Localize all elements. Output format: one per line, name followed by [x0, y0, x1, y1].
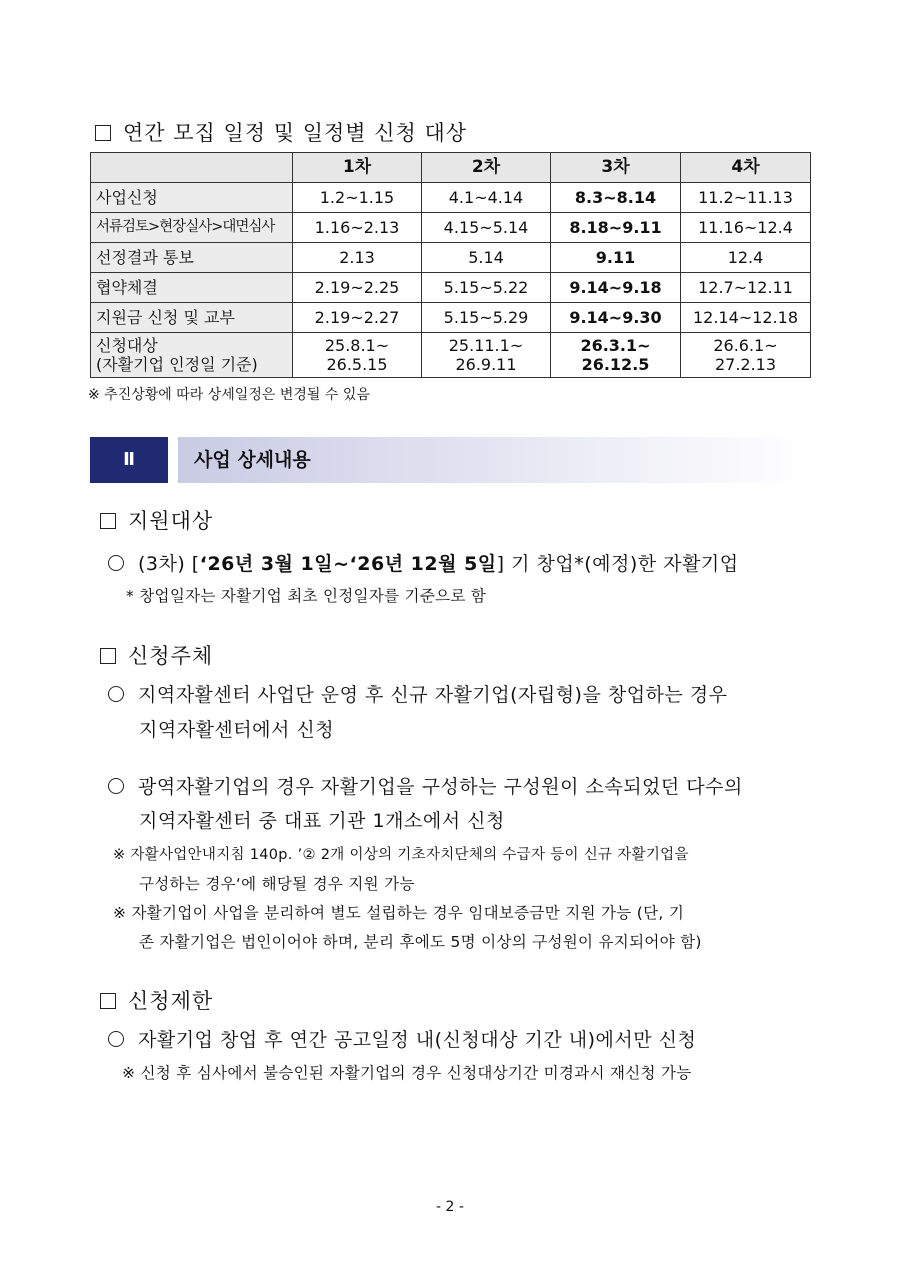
table-cell: 12.4: [681, 243, 811, 273]
checkbox-square-icon: [100, 513, 116, 529]
table-cell: 1.2~1.15: [293, 183, 422, 213]
table-cell: 12.7~12.11: [681, 273, 811, 303]
table-row: [91, 213, 811, 243]
circle-bullet-icon: [108, 555, 124, 571]
applicant-item-1-cont: 지역자활센터에서 신청: [139, 719, 335, 741]
table-header-cell: 1차: [293, 153, 422, 183]
row-label: 사업신청: [91, 183, 293, 213]
table-cell: 2.19~2.27: [293, 303, 422, 333]
table-header-row: [91, 153, 811, 183]
table-cell: 9.14~9.18: [551, 273, 681, 303]
table-header-cell: [91, 153, 293, 183]
table-cell: 8.18~9.11: [551, 213, 681, 243]
applicant-item-1: 지역자활센터 사업단 운영 후 신규 자활기업(자립형)을 창업하는 경우: [108, 680, 728, 707]
table-cell: 25.8.1~ 26.5.15: [293, 333, 422, 378]
support-target-footnote: * 창업일자는 자활기업 최초 인정일자를 기준으로 함: [126, 587, 487, 605]
table-note: ※ 추진상황에 따라 상세일정은 변경될 수 있음: [88, 387, 370, 403]
applicant-note-2: ※ 자활기업이 사업을 분리하여 별도 설립하는 경우 임대보증금만 지원 가능 (단, 기: [113, 904, 685, 922]
table-cell: 5.15~5.22: [422, 273, 551, 303]
support-target-item: (3차) [‘26년 3월 1일~‘26년 12월 5일] 기 창업*(예정)한 자활기업: [108, 549, 739, 576]
section-number: Ⅱ: [90, 437, 168, 483]
checkbox-square-icon: [100, 648, 116, 664]
checkbox-square-icon: [100, 993, 116, 1009]
applicant-item-2-cont: 지역자활센터 중 대표 기관 1개소에서 신청: [139, 810, 505, 832]
table-cell: 2.19~2.25: [293, 273, 422, 303]
table-header-cell: 3차: [551, 153, 681, 183]
table-cell: 12.14~12.18: [681, 303, 811, 333]
circle-bullet-icon: [108, 1031, 124, 1047]
table-cell: 5.15~5.29: [422, 303, 551, 333]
restriction-item: 자활기업 창업 후 연간 공고일정 내(신청대상 기간 내)에서만 신청: [108, 1025, 696, 1052]
schedule-table: [90, 152, 811, 378]
table-cell: 11.2~11.13: [681, 183, 811, 213]
page-number: - 2 -: [436, 1199, 464, 1215]
circle-bullet-icon: [108, 686, 124, 702]
support-period: ‘26년 3월 1일~‘26년 12월 5일: [199, 553, 497, 575]
restriction-note: ※ 신청 후 심사에서 불승인된 자활기업의 경우 신청대상기간 미경과시 재신청 가능: [122, 1064, 692, 1082]
table-cell: 5.14: [422, 243, 551, 273]
table-cell: 9.14~9.30: [551, 303, 681, 333]
table-row: [91, 333, 811, 378]
support-target-heading: 지원대상: [100, 505, 213, 535]
table-cell: 26.3.1~ 26.12.5: [551, 333, 681, 378]
table-cell: 26.6.1~ 27.2.13: [681, 333, 811, 378]
table-cell: 9.11: [551, 243, 681, 273]
table-header-cell: 4차: [681, 153, 811, 183]
restriction-heading: 신청제한: [100, 985, 213, 1015]
table-cell: 4.15~5.14: [422, 213, 551, 243]
table-row: [91, 183, 811, 213]
table-cell: 11.16~12.4: [681, 213, 811, 243]
section-header: [90, 437, 810, 483]
table-cell: 4.1~4.14: [422, 183, 551, 213]
row-label: 서류검토>현장실사>대면심사: [91, 213, 293, 243]
row-label: 신청대상 (자활기업 인정일 기준): [91, 333, 293, 378]
table-row: [91, 243, 811, 273]
table-cell: 8.3~8.14: [551, 183, 681, 213]
table-row: [91, 273, 811, 303]
table-cell: 25.11.1~ 26.9.11: [422, 333, 551, 378]
row-label: 지원금 신청 및 교부: [91, 303, 293, 333]
applicant-item-2: 광역자활기업의 경우 자활기업을 구성하는 구성원이 소속되었던 다수의: [108, 772, 743, 799]
applicant-note-1: ※ 자활사업안내지침 140p. ’② 2개 이상의 기초자치단체의 수급자 등이 신규 자활기업을: [113, 847, 689, 863]
table-row: [91, 303, 811, 333]
applicant-note-1-cont: 구성하는 경우‘에 해당될 경우 지원 가능: [139, 875, 415, 893]
schedule-heading: 연간 모집 일정 및 일정별 신청 대상: [95, 117, 467, 147]
checkbox-square-icon: [95, 125, 111, 141]
row-label: 선정결과 통보: [91, 243, 293, 273]
applicant-note-2-cont: 존 자활기업은 법인이어야 하며, 분리 후에도 5명 이상의 구성원이 유지되어야 함): [139, 933, 702, 951]
applicant-heading: 신청주체: [100, 640, 213, 670]
table-header-cell: 2차: [422, 153, 551, 183]
section-title: 사업 상세내용: [194, 449, 311, 471]
row-label: 협약체결: [91, 273, 293, 303]
table-cell: 1.16~2.13: [293, 213, 422, 243]
circle-bullet-icon: [108, 778, 124, 794]
table-cell: 2.13: [293, 243, 422, 273]
